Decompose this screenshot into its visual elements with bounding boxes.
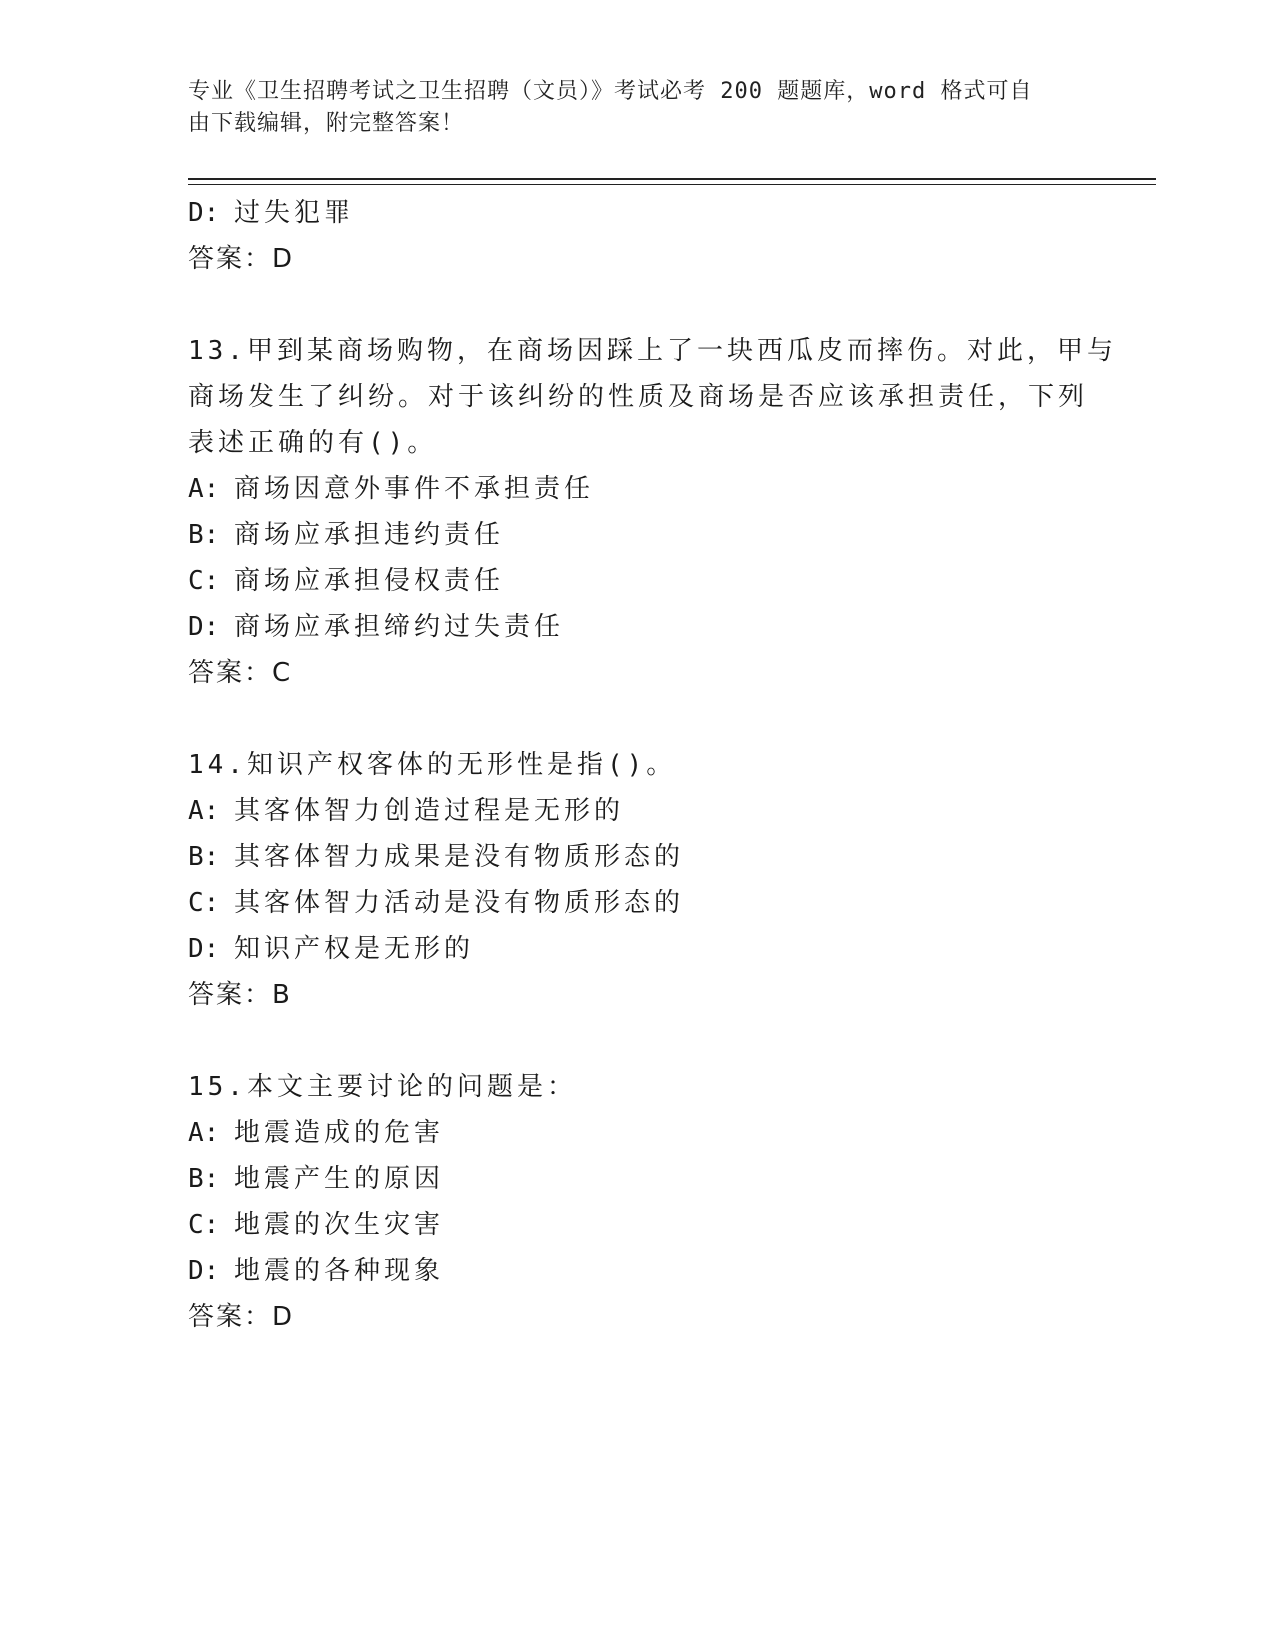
option-key: C: — [188, 888, 220, 918]
option-c — [188, 1202, 1088, 1248]
spacer — [188, 282, 1088, 328]
carryover-option-d — [188, 190, 1088, 236]
answer-line: 答案：C — [188, 658, 293, 688]
option-text: 商场应承担违约责任 — [234, 520, 505, 550]
question-stem-line: 表述正确的有()。 — [188, 428, 438, 458]
option-key: B: — [188, 1164, 220, 1194]
option-key: C: — [188, 566, 220, 596]
option-b — [188, 512, 1088, 558]
question-stem-line: 13.甲到某商场购物，在商场因踩上了一块西瓜皮而摔伤。对此，甲与 — [188, 336, 1117, 366]
option-key: D: — [188, 1256, 220, 1286]
question-15 — [188, 1064, 1088, 1340]
option-text: 地震造成的危害 — [234, 1118, 445, 1148]
option-key: D: — [188, 934, 220, 964]
option-text: 商场应承担侵权责任 — [234, 566, 505, 596]
spacer — [188, 1018, 1088, 1064]
option-key: B: — [188, 842, 220, 872]
option-text: 地震的各种现象 — [234, 1256, 445, 1286]
option-text: 商场应承担缔约过失责任 — [234, 612, 565, 642]
option-key: A: — [188, 796, 220, 826]
option-key: D: — [188, 198, 220, 228]
question-stem-line: 14.知识产权客体的无形性是指()。 — [188, 750, 677, 780]
header-line-2: 由下载编辑，附完整答案！ — [188, 111, 465, 136]
option-text: 地震产生的原因 — [234, 1164, 445, 1194]
option-c — [188, 558, 1088, 604]
option-text: 其客体智力创造过程是无形的 — [234, 796, 625, 826]
option-d — [188, 604, 1088, 650]
option-key: D: — [188, 612, 220, 642]
option-key: C: — [188, 1210, 220, 1240]
header-divider-thin — [188, 184, 1156, 185]
document-header — [188, 76, 1088, 140]
option-c — [188, 880, 1088, 926]
option-key: A: — [188, 1118, 220, 1148]
option-a — [188, 1110, 1088, 1156]
header-line-1: 专业《卫生招聘考试之卫生招聘（文员）》考试必考 200 题题库，word 格式可自 — [188, 79, 1033, 104]
question-stem-line: 15.本文主要讨论的问题是： — [188, 1072, 577, 1102]
option-b — [188, 834, 1088, 880]
question-stem-line: 商场发生了纠纷。对于该纠纷的性质及商场是否应该承担责任，下列 — [188, 382, 1089, 412]
option-d — [188, 1248, 1088, 1294]
question-content — [188, 190, 1117, 1340]
option-a — [188, 788, 1088, 834]
answer-line: 答案：D — [188, 1302, 295, 1332]
option-key: A: — [188, 474, 220, 504]
option-text: 过失犯罪 — [234, 198, 355, 228]
answer-line: 答案：B — [188, 980, 292, 1010]
question-14 — [188, 742, 1088, 1018]
option-b — [188, 1156, 1088, 1202]
option-text: 商场因意外事件不承担责任 — [234, 474, 595, 504]
spacer — [188, 696, 1088, 742]
option-key: B: — [188, 520, 220, 550]
header-divider-thick — [188, 178, 1156, 180]
option-text: 知识产权是无形的 — [234, 934, 475, 964]
option-a — [188, 466, 1088, 512]
option-text: 其客体智力成果是没有物质形态的 — [234, 842, 685, 872]
option-text: 地震的次生灾害 — [234, 1210, 445, 1240]
option-d — [188, 926, 1088, 972]
question-13 — [188, 328, 1117, 696]
option-text: 其客体智力活动是没有物质形态的 — [234, 888, 685, 918]
carryover-answer: 答案：D — [188, 244, 295, 274]
